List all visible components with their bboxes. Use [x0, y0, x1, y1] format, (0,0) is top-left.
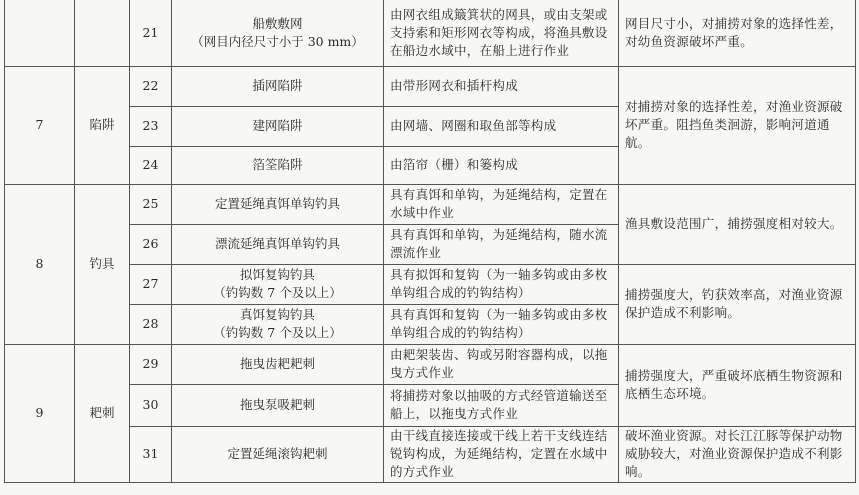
row-number: 22	[130, 66, 172, 106]
row-number: 27	[130, 264, 172, 304]
gear-note: 捕捞强度大，严重破坏底栖生物资源和底栖生态环境。	[619, 344, 856, 426]
gear-description: 由网墙、网圈和取鱼部等构成	[384, 106, 619, 146]
gear-name: 定置延绳真饵单钩钓具	[172, 184, 384, 224]
gear-name: 建网陷阱	[172, 106, 384, 146]
row-number: 23	[130, 106, 172, 146]
gear-description: 具有拟饵和复钩（为一轴多钩或由多枚单钩组合成的钓钩结构）	[384, 264, 619, 304]
gear-description: 具有真饵和单钩，为延绳结构，定置在水域中作业	[384, 184, 619, 224]
table-row	[5, 66, 856, 106]
gear-name: 真饵复钩钓具 （钓钩数 7 个及以上）	[172, 304, 384, 344]
row-number: 26	[130, 224, 172, 264]
gear-description: 将捕捞对象以抽吸的方式经管道输送至船上，以拖曳方式作业	[384, 384, 619, 426]
gear-name: 拟饵复钩钓具 （钓钩数 7 个及以上）	[172, 264, 384, 304]
gear-description: 具有真饵和复钩（为一轴多钩或由多枚单钩组合成的钓钩结构）	[384, 304, 619, 344]
table-row	[5, 0, 856, 66]
group-number	[5, 0, 75, 66]
gear-name: 船敷敷网 （网目内径尺寸小于 30 mm）	[172, 0, 384, 66]
gear-name: 箔筌陷阱	[172, 146, 384, 184]
group-category	[75, 0, 130, 66]
row-number: 25	[130, 184, 172, 224]
row-number: 24	[130, 146, 172, 184]
table-row	[5, 184, 856, 224]
gear-note: 对捕捞对象的选择性差，对渔业资源破坏严重。阻挡鱼类洄游，影响河道通航。	[619, 66, 856, 184]
gear-name: 漂流延绳真饵单钩钓具	[172, 224, 384, 264]
gear-name: 拖曳齿耙耙刺	[172, 344, 384, 384]
gear-description: 具有真饵和单钩，为延绳结构，随水流漂流作业	[384, 224, 619, 264]
group-number: 8	[5, 184, 75, 344]
row-number: 28	[130, 304, 172, 344]
group-category: 耙刺	[75, 344, 130, 482]
gear-description: 由带形网衣和插杆构成	[384, 66, 619, 106]
row-number: 21	[130, 0, 172, 66]
gear-name: 插网陷阱	[172, 66, 384, 106]
row-number: 29	[130, 344, 172, 384]
row-number: 30	[130, 384, 172, 426]
gear-description: 由干线直接连接或干线上若干支线连结锐钩构成，为延绳结构，定置在水域中的方式作业	[384, 426, 619, 482]
group-number: 9	[5, 344, 75, 482]
row-number: 31	[130, 426, 172, 482]
fishing-gear-table	[4, 0, 856, 483]
gear-note: 捕捞强度大，钓获效率高，对渔业资源保护造成不利影响。	[619, 264, 856, 344]
table-row	[5, 426, 856, 482]
gear-note: 破坏渔业资源。对长江江豚等保护动物威胁较大，对渔业资源保护造成不利影响。	[619, 426, 856, 482]
group-category: 陷阱	[75, 66, 130, 184]
gear-note: 渔具敷设范围广，捕捞强度相对较大。	[619, 184, 856, 264]
table-row	[5, 264, 856, 304]
group-category: 钓具	[75, 184, 130, 344]
table-row	[5, 344, 856, 384]
gear-description: 由耙架装齿、钩或另附容器构成，以拖曳方式作业	[384, 344, 619, 384]
gear-name: 定置延绳滚钩耙刺	[172, 426, 384, 482]
gear-description: 由箔帘（栅）和篓构成	[384, 146, 619, 184]
gear-description: 由网衣组成簸箕状的网具，或由支架或支持索和矩形网衣等构成，将渔具敷设在船边水域中，在船上进行作业	[384, 0, 619, 66]
gear-name: 拖曳泵吸耙刺	[172, 384, 384, 426]
gear-note: 网目尺寸小，对捕捞对象的选择性差，对幼鱼资源破坏严重。	[619, 0, 856, 66]
group-number: 7	[5, 66, 75, 184]
